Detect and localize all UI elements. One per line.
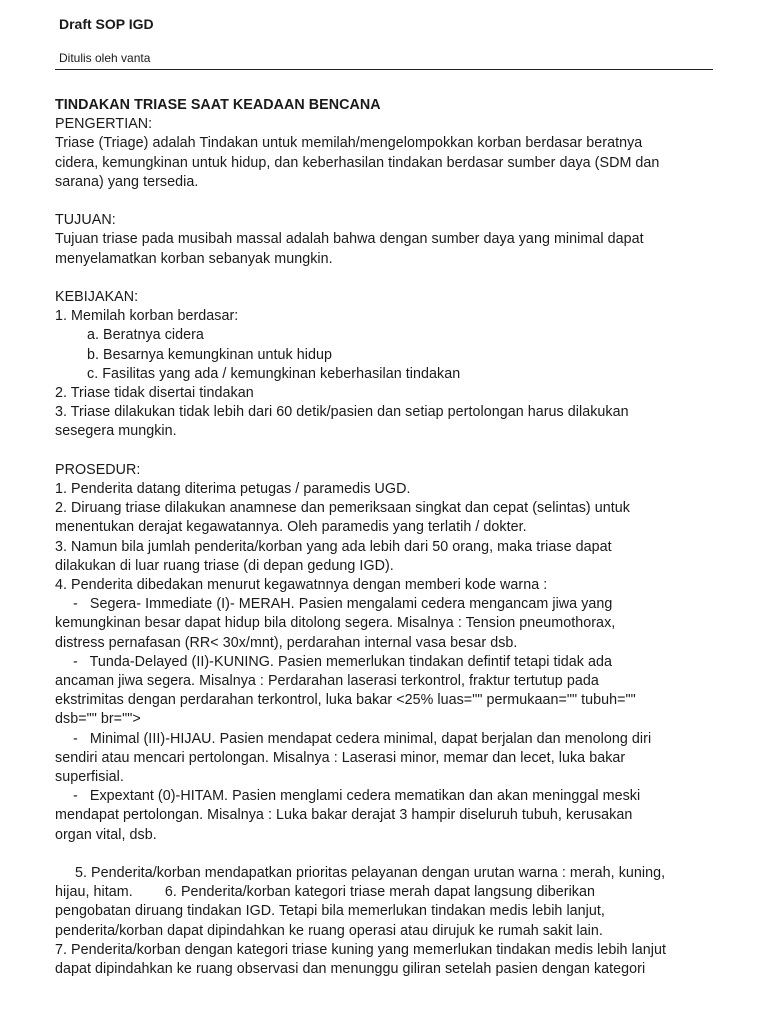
list-item: 7. Penderita/korban dengan kategori triase kuning yang memerlukan tindakan medis lebih lanjut	[55, 941, 667, 958]
document-body	[55, 96, 715, 979]
triage-red-item: kemungkinan besar dapat hidup bila ditolong segera. Misalnya : Tension pneumothorax,	[55, 615, 616, 632]
paragraph-line: Tujuan triase pada musibah massal adalah bahwa dengan sumber daya yang minimal dapat	[55, 231, 644, 248]
triage-yellow-item: ekstrimitas dengan perdarahan terkontrol, luka bakar <25% luas="" permukaan="" tubuh=""	[55, 692, 636, 709]
section-heading-prosedur: PROSEDUR:	[55, 461, 141, 478]
triage-black-item: organ vital, dsb.	[55, 826, 157, 843]
list-item: dilakukan di luar ruang triase (di depan gedung IGD).	[55, 557, 394, 574]
triage-green-item: sendiri atau mencari pertolongan. Misalnya : Laserasi minor, memar dan lecet, luka bakar	[55, 749, 626, 766]
spacer	[55, 269, 715, 288]
paragraph-line: cidera, kemungkinan untuk hidup, dan keberhasilan tindakan berdasar sumber daya (SDM dan	[55, 154, 660, 171]
spacer	[55, 192, 715, 211]
triage-red-item: distress pernafasan (RR< 30x/mnt), perdarahan internal vasa besar dsb.	[55, 634, 518, 651]
header-divider	[55, 69, 713, 70]
spacer	[55, 442, 715, 461]
list-item: 3. Triase dilakukan tidak lebih dari 60 detik/pasien dan setiap pertolongan harus dilakukan	[55, 404, 629, 421]
spacer	[55, 845, 715, 864]
list-item: 4. Penderita dibedakan menurut kegawatnnya dengan memberi kode warna :	[55, 577, 548, 594]
paragraph-line: Triase (Triage) adalah Tindakan untuk memilah/mengelompokkan korban berdasar beratnya	[55, 135, 643, 152]
sub-list-item: b. Besarnya kemungkinan untuk hidup	[87, 346, 332, 363]
header-author: Ditulis oleh vanta	[59, 51, 151, 65]
list-item: 1. Memilah korban berdasar:	[55, 308, 239, 325]
list-item: pengobatan diruang tindakan IGD. Tetapi bila memerlukan tindakan medis lebih lanjut,	[55, 903, 605, 920]
header-title: Draft SOP IGD	[59, 16, 154, 32]
sub-list-item: c. Fasilitas yang ada / kemungkinan keberhasilan tindakan	[87, 365, 461, 382]
list-item: sesegera mungkin.	[55, 423, 177, 440]
sub-list-item: a. Beratnya cidera	[87, 327, 204, 344]
triage-yellow-item: - Tunda-Delayed (II)-KUNING. Pasien memerlukan tindakan defintif tetapi tidak ada	[73, 653, 612, 670]
triage-yellow-item: dsb="" br="">	[55, 711, 141, 728]
triage-yellow-item: ancaman jiwa segera. Misalnya : Perdarahan laserasi terkontrol, fraktur tertutup pada	[55, 673, 599, 690]
list-item: 2. Diruang triase dilakukan anamnese dan pemeriksaan singkat dan cepat (selintas) untuk	[55, 500, 630, 517]
document-title: TINDAKAN TRIASE SAAT KEADAAN BENCANA	[55, 97, 381, 113]
list-item: hijau, hitam. 6. Penderita/korban kategori triase merah dapat langsung diberikan	[55, 884, 596, 901]
paragraph-line: sarana) yang tersedia.	[55, 173, 199, 190]
list-item: penderita/korban dapat dipindahkan ke ruang operasi atau dirujuk ke rumah sakit lain.	[55, 922, 603, 939]
triage-green-item: superfisial.	[55, 769, 124, 786]
list-item: 1. Penderita datang diterima petugas / paramedis UGD.	[55, 481, 411, 498]
list-item: dapat dipindahkan ke ruang observasi dan menunggu giliran setelah pasien dengan kategori	[55, 961, 646, 978]
list-item: 3. Namun bila jumlah penderita/korban yang ada lebih dari 50 orang, maka triase dapat	[55, 538, 612, 555]
triage-black-item: mendapat pertolongan. Misalnya : Luka bakar derajat 3 hampir diseluruh tubuh, kerusakan	[55, 807, 633, 824]
list-item: menentukan derajat kegawatannya. Oleh paramedis yang terlatih / dokter.	[55, 519, 527, 536]
section-heading-pengertian: PENGERTIAN:	[55, 116, 153, 133]
section-heading-kebijakan: KEBIJAKAN:	[55, 289, 139, 305]
triage-green-item: - Minimal (III)-HIJAU. Pasien mendapat cedera minimal, dapat berjalan dan menolong diri	[73, 730, 652, 747]
list-item: 2. Triase tidak disertai tindakan	[55, 385, 254, 402]
section-heading-tujuan: TUJUAN:	[55, 212, 116, 229]
list-item: 5. Penderita/korban mendapatkan prioritas pelayanan dengan urutan warna : merah, kuning,	[75, 865, 666, 882]
triage-black-item: - Expextant (0)-HITAM. Pasien menglami cedera mematikan dan akan meninggal meski	[73, 788, 641, 805]
triage-red-item: - Segera- Immediate (I)- MERAH. Pasien mengalami cedera mengancam jiwa yang	[73, 596, 613, 613]
paragraph-line: menyelamatkan korban sebanyak mungkin.	[55, 250, 333, 267]
